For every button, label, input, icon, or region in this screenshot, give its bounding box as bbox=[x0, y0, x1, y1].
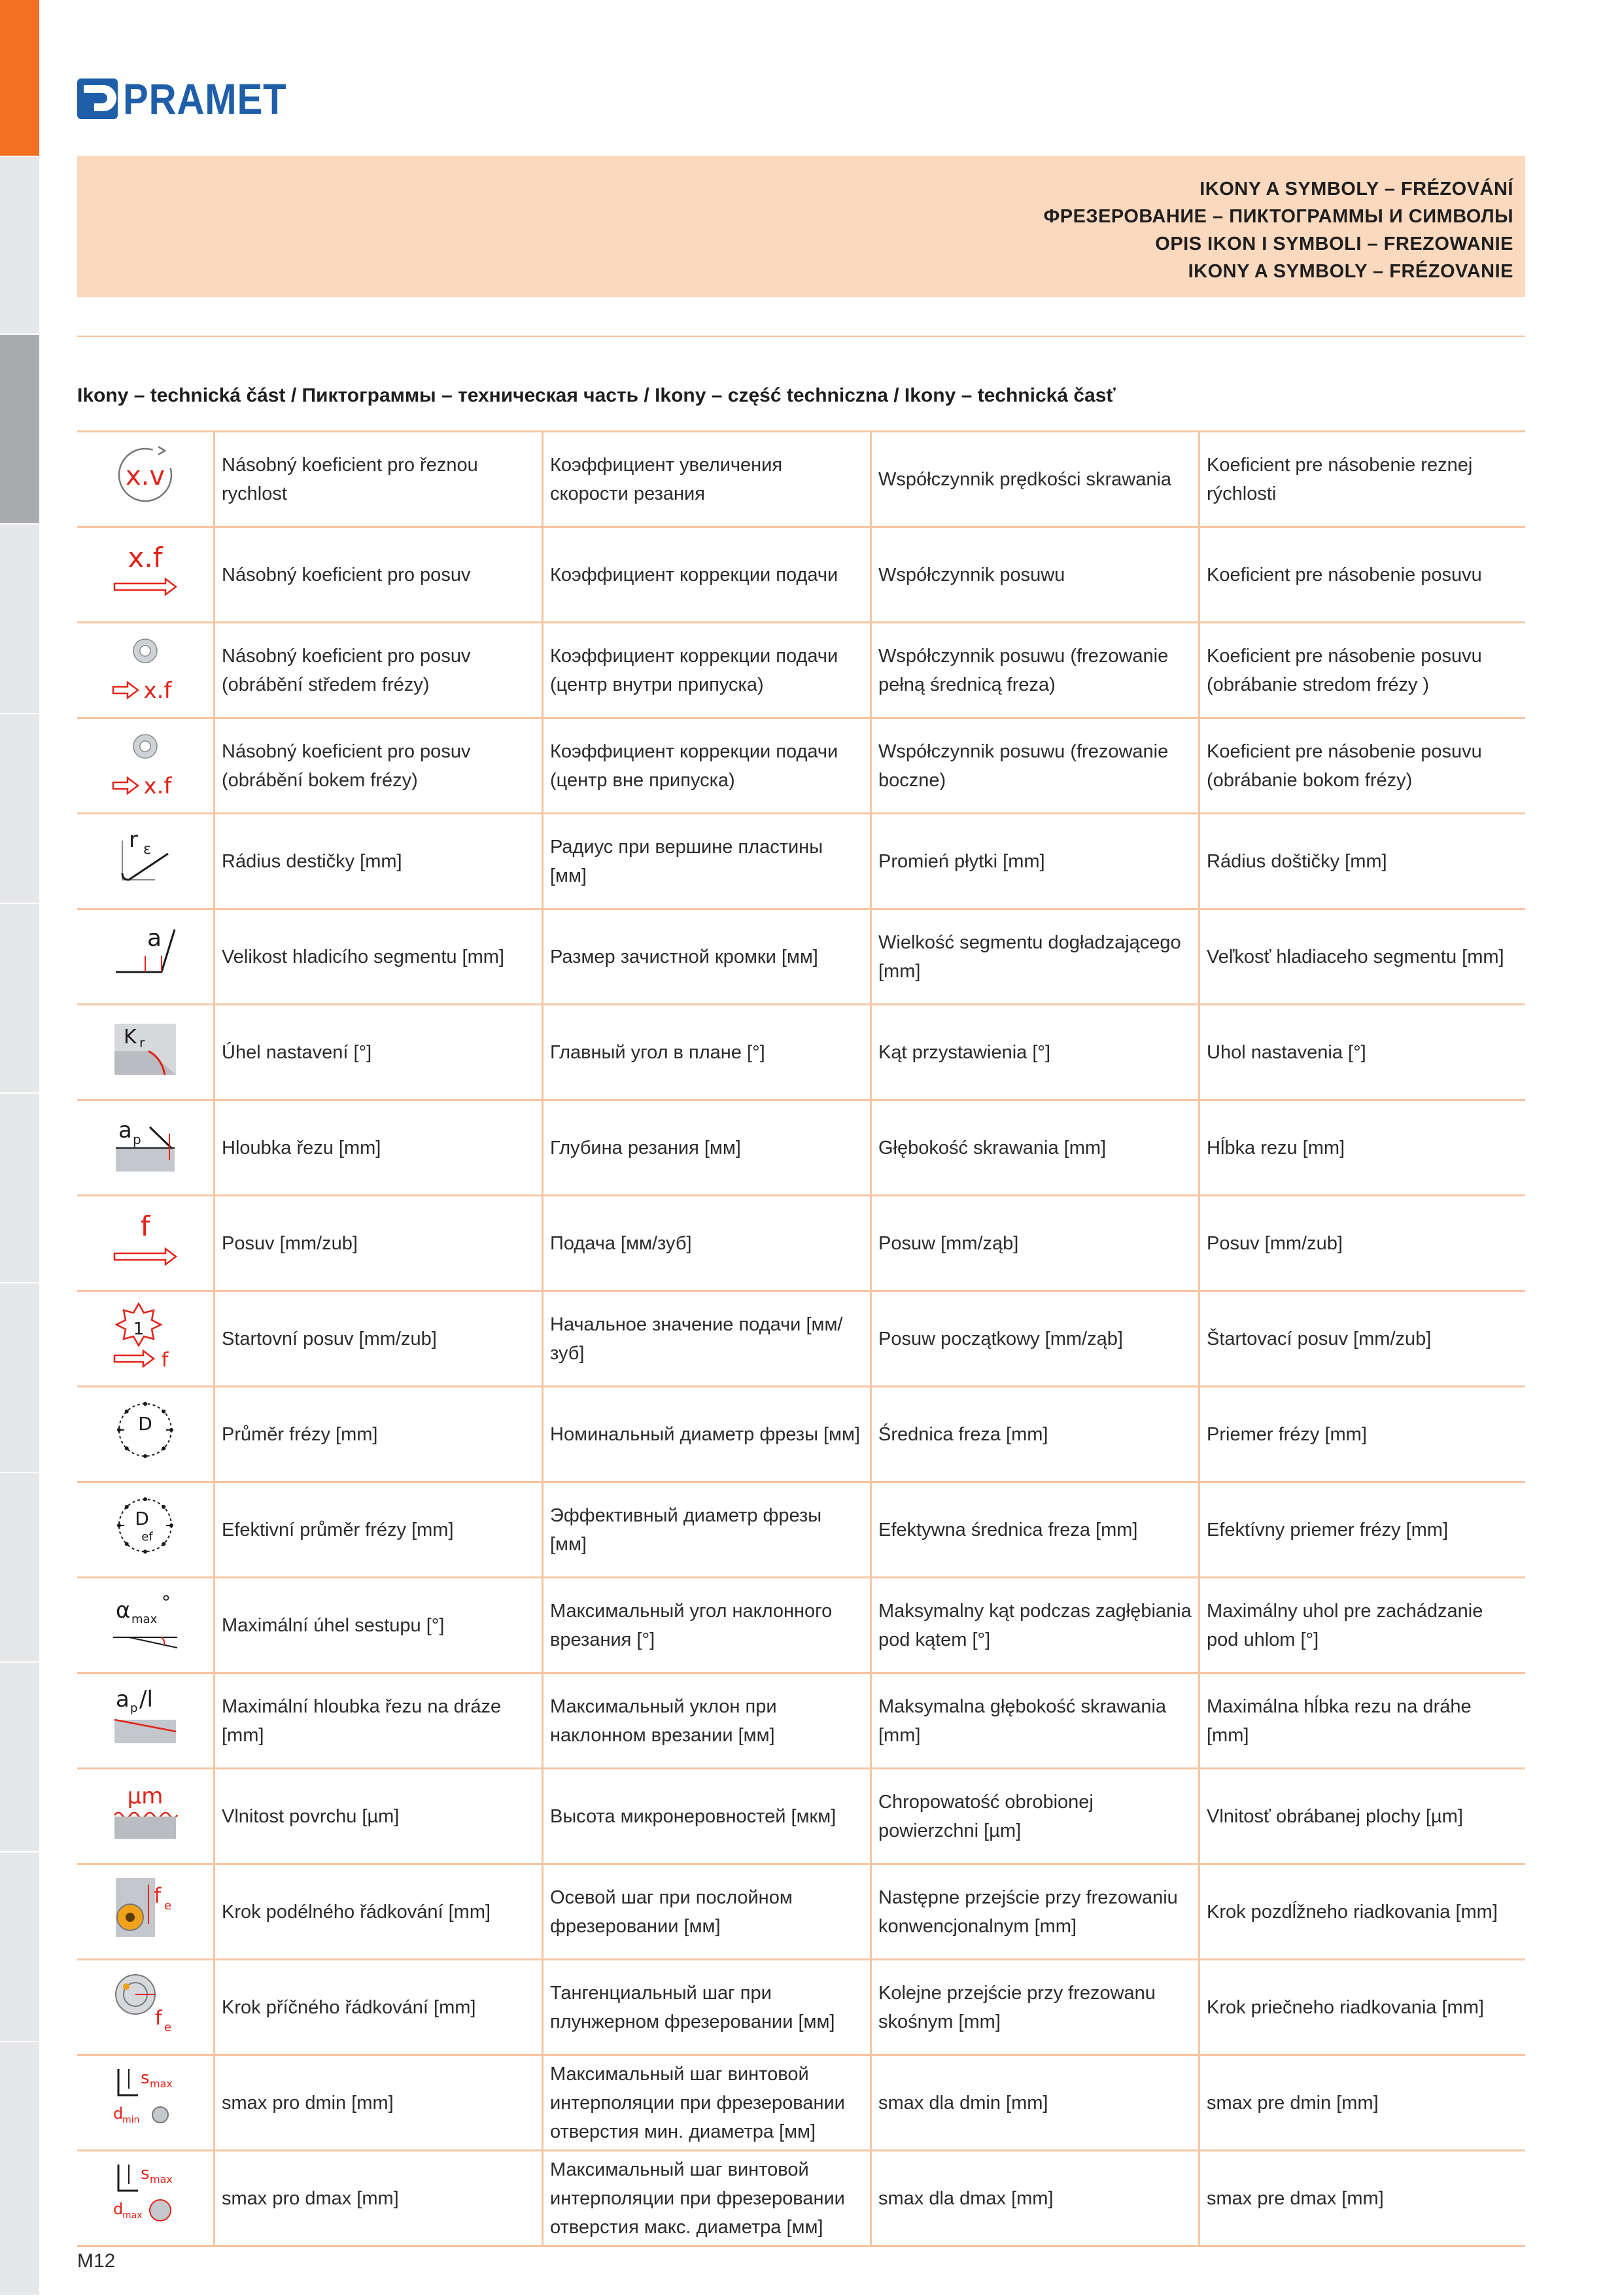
cell-cz bbox=[213, 1005, 542, 1099]
svg-text:r: r bbox=[139, 1035, 145, 1051]
tab bbox=[0, 1283, 39, 1473]
cell-cz bbox=[213, 1674, 542, 1767]
cell-text: Koeficient pre násobenie posuvu (obrábanie stredom frézy ) bbox=[1207, 645, 1482, 695]
icon-cell bbox=[77, 910, 213, 1003]
entering-angle-icon bbox=[109, 1012, 181, 1092]
cell-sk bbox=[1198, 528, 1525, 621]
cell-ru bbox=[542, 1865, 870, 1958]
cell-text: Priemer frézy [mm] bbox=[1207, 1423, 1367, 1445]
cell-ru bbox=[542, 1483, 870, 1576]
cell-text: Efektywna średnica freza [mm] bbox=[878, 1519, 1138, 1540]
cell-text: smax pre dmin [mm] bbox=[1207, 2092, 1379, 2113]
surface-roughness-icon bbox=[109, 1776, 181, 1856]
cell-ru bbox=[542, 623, 870, 717]
title-cz: IKONY A SYMBOLY – FRÉZOVÁNÍ bbox=[1199, 179, 1513, 200]
cell-text: Uhol nastavenia [°] bbox=[1207, 1041, 1366, 1063]
cell-text: Maximální úhel sestupu [°] bbox=[222, 1614, 445, 1636]
cell-ru bbox=[542, 719, 870, 812]
cell-pl bbox=[870, 432, 1198, 526]
cell-cz bbox=[213, 1196, 542, 1290]
cutter-diameter-icon bbox=[109, 1394, 181, 1474]
cell-text: Współczynnik posuwu (frezowanie pełną średnicą freza) bbox=[878, 645, 1169, 695]
table-row bbox=[77, 1101, 1525, 1196]
cell-pl bbox=[870, 1769, 1198, 1863]
title-pl: OPIS IKON I SYMBOLI – FREZOWANIE bbox=[1155, 234, 1513, 254]
smax-dmax-icon bbox=[109, 2158, 181, 2238]
tab bbox=[0, 2042, 39, 2296]
svg-text:K: K bbox=[124, 1026, 137, 1049]
cell-text: Promień płytki [mm] bbox=[878, 850, 1045, 872]
cell-text: Wielkość segmentu dogładzającego [mm] bbox=[878, 931, 1181, 982]
tab bbox=[0, 1473, 39, 1663]
svg-text:f: f bbox=[154, 1883, 162, 1908]
tab bbox=[0, 1663, 39, 1852]
cell-pl bbox=[870, 1292, 1198, 1385]
svg-text:ε: ε bbox=[143, 841, 151, 858]
feed-icon bbox=[109, 1203, 181, 1283]
table-row bbox=[77, 1196, 1525, 1292]
icon-cell bbox=[77, 1960, 213, 2054]
cell-text: Úhel nastavení [°] bbox=[222, 1041, 372, 1063]
svg-text:x.f: x.f bbox=[128, 542, 163, 574]
svg-text:x.f: x.f bbox=[143, 773, 172, 797]
icon-cell bbox=[77, 719, 213, 812]
cell-pl bbox=[870, 910, 1198, 1003]
cell-text: smax dla dmax [mm] bbox=[878, 2187, 1054, 2209]
cell-sk bbox=[1198, 910, 1525, 1003]
cell-pl bbox=[870, 1578, 1198, 1672]
table-row bbox=[77, 623, 1525, 719]
cell-text: Maksymalna głębokość skrawania [mm] bbox=[878, 1696, 1167, 1746]
cell-text: Размер зачистной кромки [мм] bbox=[550, 946, 818, 967]
cell-text: Maximálny uhol pre zachádzanie pod uhlom [°] bbox=[1207, 1600, 1483, 1650]
cell-text: Chropowatość obrobionej powierzchni [µm] bbox=[878, 1791, 1094, 1841]
cell-text: Главный угол в плане [°] bbox=[550, 1041, 765, 1063]
cell-pl bbox=[870, 1960, 1198, 2054]
svg-text:d: d bbox=[113, 2104, 124, 2123]
svg-text:a: a bbox=[118, 1117, 132, 1143]
icon-cell bbox=[77, 432, 213, 526]
header-titles bbox=[1043, 175, 1513, 285]
cell-text: Максимальный угол наклонного врезания [°] bbox=[550, 1600, 833, 1650]
icon-cell bbox=[77, 1483, 213, 1576]
tab bbox=[0, 525, 39, 714]
tab bbox=[0, 1852, 39, 2042]
svg-text:D: D bbox=[138, 1413, 152, 1435]
cell-pl bbox=[870, 1387, 1198, 1481]
icon-cell bbox=[77, 1292, 213, 1385]
cell-text: Współczynnik posuwu bbox=[878, 564, 1065, 585]
cell-text: Następne przejście przy frezowaniu konwencjonalnym [mm] bbox=[878, 1887, 1178, 1937]
icon-cell bbox=[77, 1578, 213, 1672]
table-row bbox=[77, 1769, 1525, 1865]
cell-text: Коэффициент коррекции подачи (центр внутри припуска) bbox=[550, 645, 838, 695]
cell-ru bbox=[542, 432, 870, 526]
svg-text:µm: µm bbox=[127, 1783, 164, 1809]
cell-ru bbox=[542, 528, 870, 621]
tab bbox=[0, 1094, 39, 1283]
cell-text: Efektivní průměr frézy [mm] bbox=[222, 1519, 454, 1540]
cell-text: Współczynnik posuwu (frezowanie boczne) bbox=[878, 740, 1169, 791]
cell-text: Násobný koeficient pro posuv (obrábění středem frézy) bbox=[222, 645, 471, 695]
cell-text: Глубина резания [мм] bbox=[550, 1137, 741, 1158]
svg-text:1: 1 bbox=[133, 1319, 145, 1339]
pramet-logo bbox=[77, 75, 309, 122]
logo-wordmark: PRAMET bbox=[123, 75, 287, 123]
cell-text: Высота микронеровностей [мкм] bbox=[550, 1805, 837, 1827]
table-row bbox=[77, 1960, 1525, 2056]
cell-sk bbox=[1198, 1101, 1525, 1194]
svg-text:e: e bbox=[164, 1899, 172, 1913]
cell-sk bbox=[1198, 1960, 1525, 2054]
cell-text: Vlnitosť obrábanej plochy [µm] bbox=[1207, 1805, 1463, 1827]
cell-text: Коэффициент коррекции подачи bbox=[550, 564, 838, 585]
svg-text:p: p bbox=[133, 1132, 141, 1147]
cell-cz bbox=[213, 1578, 542, 1672]
cutting-speed-factor-icon bbox=[109, 439, 181, 519]
svg-text:p: p bbox=[130, 1701, 138, 1715]
cell-ru bbox=[542, 2151, 870, 2245]
cell-text: Efektívny priemer frézy [mm] bbox=[1207, 1519, 1449, 1540]
cell-sk bbox=[1198, 1769, 1525, 1863]
svg-text:D: D bbox=[135, 1508, 149, 1529]
icon-cell bbox=[77, 2151, 213, 2245]
cell-cz bbox=[213, 1960, 542, 2054]
cell-text: Krok příčného řádkování [mm] bbox=[222, 1996, 476, 2018]
cell-cz bbox=[213, 910, 542, 1003]
cell-text: Осевой шаг при послойном фрезеровании [мм] bbox=[550, 1887, 793, 1937]
table-row bbox=[77, 2151, 1525, 2247]
cell-sk bbox=[1198, 814, 1525, 908]
cell-text: Współczynnik prędkości skrawania bbox=[878, 468, 1172, 490]
cell-ru bbox=[542, 1960, 870, 2054]
cell-text: Максимальный уклон при наклонном врезании [мм] bbox=[550, 1696, 777, 1746]
cell-cz bbox=[213, 719, 542, 812]
tab-active bbox=[0, 0, 39, 156]
cell-text: Posuw początkowy [mm/ząb] bbox=[878, 1328, 1123, 1349]
transverse-stepover-icon bbox=[109, 1967, 181, 2047]
cell-ru bbox=[542, 1005, 870, 1099]
cell-text: Posuv [mm/zub] bbox=[1207, 1232, 1343, 1254]
svg-text:x.v: x.v bbox=[125, 461, 165, 491]
cell-ru bbox=[542, 910, 870, 1003]
cell-text: Krok priečneho riadkovania [mm] bbox=[1207, 1996, 1484, 2018]
icon-cell bbox=[77, 623, 213, 717]
svg-text:ef: ef bbox=[141, 1530, 153, 1544]
icon-cell bbox=[77, 1387, 213, 1481]
table-row bbox=[77, 910, 1525, 1005]
icon-cell bbox=[77, 1196, 213, 1290]
cell-text: Násobný koeficient pro posuv (obrábění bokem frézy) bbox=[222, 740, 471, 791]
cell-ru bbox=[542, 1674, 870, 1767]
cell-ru bbox=[542, 1101, 870, 1194]
cell-sk bbox=[1198, 1483, 1525, 1576]
svg-text:x.f: x.f bbox=[143, 678, 172, 702]
cell-text: Posuw [mm/ząb] bbox=[878, 1232, 1019, 1254]
icon-cell bbox=[77, 1865, 213, 1958]
svg-text:a: a bbox=[116, 1686, 129, 1713]
cell-ru bbox=[542, 1387, 870, 1481]
icon-cell bbox=[77, 1769, 213, 1863]
svg-text:°: ° bbox=[162, 1592, 171, 1613]
cell-text: Радиус при вершине пластины [мм] bbox=[550, 836, 823, 886]
svg-text:a: a bbox=[147, 925, 162, 952]
cell-text: Maximální hloubka řezu na dráze [mm] bbox=[222, 1696, 502, 1746]
cell-ru bbox=[542, 1196, 870, 1290]
table-row bbox=[77, 528, 1525, 623]
tab bbox=[0, 157, 39, 335]
cell-text: Koeficient pre násobenie reznej rýchlosti bbox=[1207, 454, 1473, 504]
cell-text: Násobný koeficient pro posuv bbox=[222, 564, 471, 585]
icon-table bbox=[77, 430, 1525, 2247]
cell-sk bbox=[1198, 1387, 1525, 1481]
cell-text: Velikost hladicího segmentu [mm] bbox=[222, 946, 504, 967]
cell-text: Průměr frézy [mm] bbox=[222, 1423, 378, 1445]
cell-text: Коэффициент увеличения скорости резания bbox=[550, 454, 783, 504]
table-row bbox=[77, 1865, 1525, 1960]
wiper-segment-icon bbox=[109, 916, 181, 997]
cell-text: Maksymalny kąt podczas zagłębiania pod kątem [°] bbox=[878, 1600, 1192, 1650]
cell-ru bbox=[542, 1292, 870, 1385]
cell-pl bbox=[870, 623, 1198, 717]
svg-text:max: max bbox=[150, 2173, 173, 2185]
cell-text: Kąt przystawienia [°] bbox=[878, 1041, 1051, 1063]
cell-sk bbox=[1198, 719, 1525, 812]
depth-of-cut-icon bbox=[109, 1107, 181, 1188]
feed-factor-center-icon bbox=[109, 630, 181, 710]
cell-sk bbox=[1198, 1674, 1525, 1767]
table-row bbox=[77, 814, 1525, 910]
cell-cz bbox=[213, 1769, 542, 1863]
cell-text: Подача [мм/зуб] bbox=[550, 1232, 692, 1254]
insert-radius-icon bbox=[109, 821, 181, 901]
cell-sk bbox=[1198, 2056, 1525, 2149]
table-row bbox=[77, 1674, 1525, 1769]
pramet-logo-mark-icon bbox=[77, 78, 118, 119]
cell-text: Startovní posuv [mm/zub] bbox=[222, 1328, 437, 1349]
cell-ru bbox=[542, 1769, 870, 1863]
cell-text: Эффективный диаметр фрезы [мм] bbox=[550, 1505, 822, 1555]
cell-sk bbox=[1198, 1292, 1525, 1385]
cell-text: Krok podélného řádkování [mm] bbox=[222, 1901, 491, 1922]
cell-text: Номинальный диаметр фрезы [мм] bbox=[550, 1423, 860, 1445]
cell-text: Максимальный шаг винтовой интерполяции при фрезеровании отверстия мин. диаметра [мм] bbox=[550, 2063, 845, 2142]
table-row bbox=[77, 432, 1525, 528]
cell-text: Vlnitost povrchu [µm] bbox=[222, 1805, 400, 1827]
icon-cell bbox=[77, 1005, 213, 1099]
cell-text: Koeficient pre násobenie posuvu (obrábanie bokom frézy) bbox=[1207, 740, 1482, 791]
longitudinal-stepover-icon bbox=[109, 1871, 181, 1952]
cell-text: Násobný koeficient pro řeznou rychlost bbox=[222, 454, 478, 504]
cell-text: Hĺbka rezu [mm] bbox=[1207, 1137, 1345, 1158]
cell-text: Posuv [mm/zub] bbox=[222, 1232, 358, 1254]
cell-sk bbox=[1198, 1578, 1525, 1672]
title-sk: IKONY A SYMBOLY – FRÉZOVANIE bbox=[1188, 261, 1513, 282]
icon-cell bbox=[77, 1101, 213, 1194]
cell-ru bbox=[542, 1578, 870, 1672]
cell-text: Начальное значение подачи [мм/зуб] bbox=[550, 1313, 843, 1364]
cell-cz bbox=[213, 2056, 542, 2149]
starting-feed-icon bbox=[109, 1298, 181, 1379]
cell-pl bbox=[870, 1483, 1198, 1576]
cell-text: Veľkosť hladiaceho segmentu [mm] bbox=[1207, 946, 1504, 967]
cell-text: Koeficient pre násobenie posuvu bbox=[1207, 564, 1482, 585]
page-number: M12 bbox=[77, 2250, 116, 2272]
cell-cz bbox=[213, 2151, 542, 2245]
cell-text: Максимальный шаг винтовой интерполяции при фрезеровании отверстия макс. диаметра [мм] bbox=[550, 2159, 845, 2238]
cell-pl bbox=[870, 814, 1198, 908]
svg-text:f: f bbox=[155, 2007, 162, 2030]
cell-pl bbox=[870, 719, 1198, 812]
icon-cell bbox=[77, 528, 213, 621]
table-row bbox=[77, 1005, 1525, 1101]
cell-sk bbox=[1198, 1196, 1525, 1290]
cell-pl bbox=[870, 2056, 1198, 2149]
cell-text: Średnica freza [mm] bbox=[878, 1423, 1048, 1445]
svg-text:d: d bbox=[113, 2200, 124, 2218]
cell-cz bbox=[213, 1387, 542, 1481]
divider bbox=[77, 336, 1525, 337]
svg-text:/l: /l bbox=[139, 1686, 153, 1713]
icon-cell bbox=[77, 1674, 213, 1767]
header-banner bbox=[77, 156, 1525, 297]
cell-text: Głębokość skrawania [mm] bbox=[878, 1137, 1107, 1158]
svg-text:s: s bbox=[141, 2164, 150, 2183]
svg-text:max: max bbox=[122, 2210, 143, 2221]
svg-text:r: r bbox=[129, 827, 138, 853]
cell-sk bbox=[1198, 2151, 1525, 2245]
table-row bbox=[77, 719, 1525, 814]
cell-ru bbox=[542, 2056, 870, 2149]
cell-text: Rádius destičky [mm] bbox=[222, 850, 402, 872]
icon-cell bbox=[77, 814, 213, 908]
cell-sk bbox=[1198, 623, 1525, 717]
effective-diameter-icon bbox=[109, 1489, 181, 1570]
cell-text: smax pre dmax [mm] bbox=[1207, 2187, 1384, 2209]
cell-text: Тангенциальный шаг при плунжерном фрезеровании [мм] bbox=[550, 1982, 835, 2032]
table-row bbox=[77, 2056, 1525, 2151]
cell-sk bbox=[1198, 1005, 1525, 1099]
cell-sk bbox=[1198, 432, 1525, 526]
cell-cz bbox=[213, 1101, 542, 1194]
section-title: Ikony – technická část / Пиктограммы – техническая часть / Ikony – część techniczna / Ikony – technická časť bbox=[77, 385, 1116, 406]
icon-cell bbox=[77, 2056, 213, 2149]
svg-text:α: α bbox=[116, 1597, 131, 1624]
tab bbox=[0, 714, 39, 904]
table-row bbox=[77, 1292, 1525, 1387]
cell-text: smax pro dmax [mm] bbox=[222, 2187, 399, 2209]
cell-text: Коэффициент коррекции подачи (центр вне припуска) bbox=[550, 740, 838, 791]
cell-pl bbox=[870, 1865, 1198, 1958]
title-ru: ФРЕЗЕРОВАНИЕ – ПИКТОГРАММЫ И СИМВОЛЫ bbox=[1043, 206, 1513, 227]
cell-text: Štartovací posuv [mm/zub] bbox=[1207, 1328, 1432, 1349]
table-row bbox=[77, 1483, 1525, 1578]
cell-text: Rádius doštičky [mm] bbox=[1207, 850, 1387, 872]
feed-factor-side-icon bbox=[109, 725, 181, 806]
cell-cz bbox=[213, 1483, 542, 1576]
cell-cz bbox=[213, 528, 542, 621]
svg-text:f: f bbox=[140, 1210, 150, 1242]
ramping-angle-icon bbox=[109, 1585, 181, 1665]
svg-text:max: max bbox=[150, 2078, 173, 2090]
cell-text: Kolejne przejście przy frezowanu skośnym [mm] bbox=[878, 1982, 1156, 2032]
cell-text: smax pro dmin [mm] bbox=[222, 2092, 394, 2113]
cell-pl bbox=[870, 2151, 1198, 2245]
cell-ru bbox=[542, 814, 870, 908]
cell-cz bbox=[213, 432, 542, 526]
ramping-depth-icon bbox=[109, 1680, 181, 1761]
cell-cz bbox=[213, 814, 542, 908]
tab bbox=[0, 904, 39, 1094]
feed-factor-icon bbox=[109, 534, 181, 615]
cell-pl bbox=[870, 1674, 1198, 1767]
svg-text:max: max bbox=[131, 1612, 158, 1626]
cell-text: smax dla dmin [mm] bbox=[878, 2092, 1048, 2113]
svg-text:min: min bbox=[122, 2115, 140, 2125]
smax-dmin-icon bbox=[109, 2062, 181, 2143]
cell-text: Hloubka řezu [mm] bbox=[222, 1137, 381, 1158]
cell-text: Krok pozdĺžneho riadkovania [mm] bbox=[1207, 1901, 1498, 1922]
cell-pl bbox=[870, 528, 1198, 621]
cell-pl bbox=[870, 1005, 1198, 1099]
svg-text:e: e bbox=[164, 2021, 172, 2034]
table-row bbox=[77, 1387, 1525, 1483]
cell-cz bbox=[213, 1865, 542, 1958]
svg-text:f: f bbox=[161, 1349, 169, 1370]
cell-pl bbox=[870, 1196, 1198, 1290]
cell-cz bbox=[213, 623, 542, 717]
svg-text:s: s bbox=[141, 2068, 150, 2088]
edge-tabs bbox=[0, 0, 39, 2295]
tab-current-section bbox=[0, 335, 39, 525]
cell-cz bbox=[213, 1292, 542, 1385]
cell-text: Maximálna hĺbka rezu na dráhe [mm] bbox=[1207, 1696, 1472, 1746]
cell-pl bbox=[870, 1101, 1198, 1194]
table-row bbox=[77, 1578, 1525, 1674]
cell-sk bbox=[1198, 1865, 1525, 1958]
